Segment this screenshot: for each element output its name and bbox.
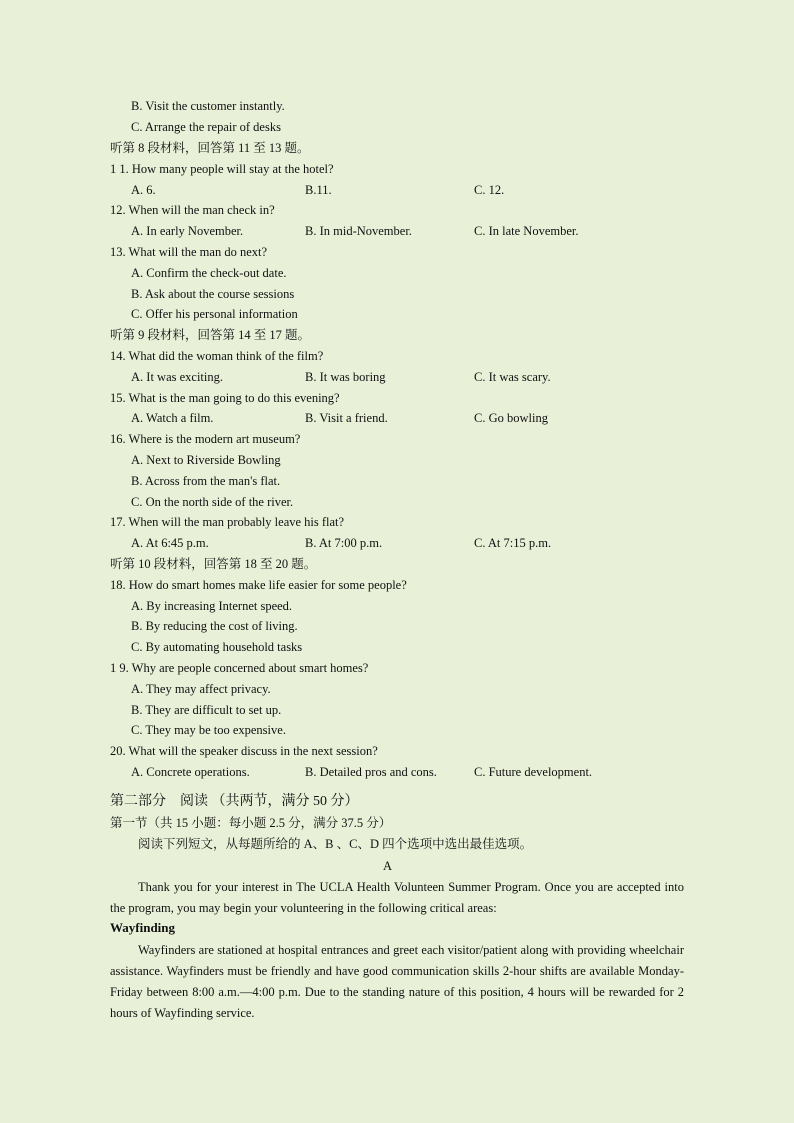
question-11-option-a: A. 6. <box>131 183 156 197</box>
question-20-option-c: C. Future development. <box>474 765 593 779</box>
question-14: 14. What did the woman think of the film? <box>110 349 324 363</box>
question-16-option-a: A. Next to Riverside Bowling <box>131 453 281 467</box>
question-18-option-c: C. By automating household tasks <box>131 640 303 654</box>
question-13-option-a: A. Confirm the check-out date. <box>131 266 287 280</box>
question-20-option-a: A. Concrete operations. <box>131 765 250 779</box>
passage-label: A <box>383 859 393 873</box>
question-19-option-c: C. They may be too expensive. <box>131 723 286 737</box>
question-12: 12. When will the man check in? <box>110 203 275 217</box>
question-14-option-b: B. It was boring <box>305 370 386 384</box>
question-13-option-b: B. Ask about the course sessions <box>131 287 295 301</box>
wayfinding-title: Wayfinding <box>110 920 176 935</box>
instruction-section-8: 听第 8 段材料，回答第 11 至 13 题。 <box>110 141 310 155</box>
question-20-option-b: B. Detailed pros and cons. <box>305 765 437 779</box>
question-15: 15. What is the man going to do this evening? <box>110 391 340 405</box>
question-16: 16. Where is the modern art museum? <box>110 432 301 446</box>
question-15-option-c: C. Go bowling <box>474 411 548 425</box>
question-19: 1 9. Why are people concerned about smart homes? <box>110 661 369 675</box>
instruction-section-10: 听第 10 段材料，回答第 18 至 20 题。 <box>110 557 317 571</box>
question-15-option-b: B. Visit a friend. <box>305 411 388 425</box>
option-c: C. Arrange the repair of desks <box>131 120 281 134</box>
reading-instruction: 阅读下列短文，从每题所给的 A、B 、C、D 四个选项中选出最佳选项。 <box>138 837 533 851</box>
question-11-option-b: B.11. <box>305 183 332 197</box>
question-16-option-c: C. On the north side of the river. <box>131 495 294 509</box>
question-19-option-a: A. They may affect privacy. <box>131 682 271 696</box>
question-11: 1 1. How many people will stay at the hotel? <box>110 162 334 176</box>
question-19-option-b: B. They are difficult to set up. <box>131 703 282 717</box>
question-13-option-c: C. Offer his personal information <box>131 307 298 321</box>
section-one-heading: 第一节（共 15 小题：每小题 2.5 分，满分 37.5 分） <box>110 816 392 830</box>
question-16-option-b: B. Across from the man's flat. <box>131 474 281 488</box>
question-14-option-c: C. It was scary. <box>474 370 551 384</box>
question-14-option-a: A. It was exciting. <box>131 370 223 384</box>
question-12-option-b: B. In mid-November. <box>305 224 412 238</box>
wayfinding-body: Wayfinders are stationed at hospital entrances and greet each visitor/patient along with providing wheelchair assistance. Wayfinders must be friendly and have good communication skills 2-hour shifts are available Monday-Friday between 8:00 a.m.—4:00 p.m. Due to the standing nature of this position, 4 hours will be rewarded for 2 hours of Wayfinding service. <box>110 943 684 1020</box>
question-17-option-c: C. At 7:15 p.m. <box>474 536 552 550</box>
question-18: 18. How do smart homes make life easier for some people? <box>110 578 407 592</box>
question-17-option-a: A. At 6:45 p.m. <box>131 536 209 550</box>
part-two-heading: 第二部分 阅读 （共两节，满分 50 分） <box>110 794 359 809</box>
question-18-option-b: B. By reducing the cost of living. <box>131 619 298 633</box>
question-12-option-a: A. In early November. <box>131 224 244 238</box>
question-11-option-c: C. 12. <box>474 183 505 197</box>
instruction-section-9: 听第 9 段材料，回答第 14 至 17 题。 <box>110 328 311 342</box>
passage-intro: Thank you for your interest in The UCLA Health Volunteen Summer Program. Once you are accepted into the program, you may begin your volunteering in the following critical areas: <box>110 880 684 915</box>
question-20: 20. What will the speaker discuss in the next session? <box>110 744 378 758</box>
question-15-option-a: A. Watch a film. <box>131 411 214 425</box>
question-13: 13. What will the man do next? <box>110 245 268 259</box>
question-12-option-c: C. In late November. <box>474 224 579 238</box>
question-17-option-b: B. At 7:00 p.m. <box>305 536 383 550</box>
question-17: 17. When will the man probably leave his flat? <box>110 515 345 529</box>
question-18-option-a: A. By increasing Internet speed. <box>131 599 293 613</box>
option-b: B. Visit the customer instantly. <box>131 99 285 113</box>
